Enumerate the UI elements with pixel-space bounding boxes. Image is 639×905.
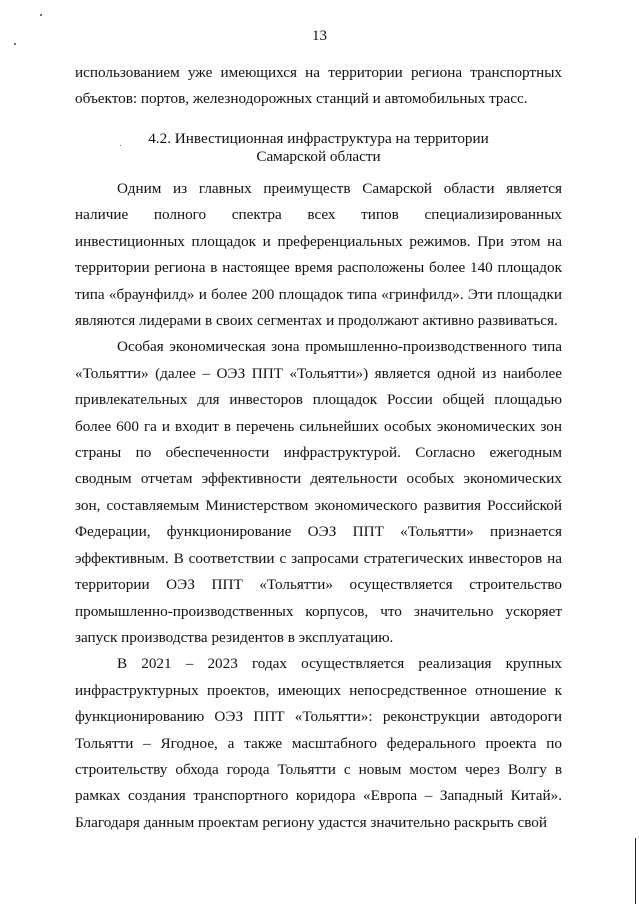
paragraph: В 2021 – 2023 годах осуществляется реализация крупных инфраструктурных проектов, имеющих непосредственное отношение к функционированию ОЭЗ ППТ «Тольятти»: реконструкции автодороги Тольятти – Ягодное, а также масштабного федерального проекта по строительству обхода города Тольятти с новым мостом через Волгу в рамках создания транспортного коридора «Европа – Западный Китай». Благодаря данным проектам региону удастся значительно раскрыть свой (75, 655, 562, 831)
scan-speck (40, 14, 42, 16)
paragraph: Одним из главных преимуществ Самарской области является наличие полного спектра всех типов специализированных инвестиционных площадок и преференциальных режимов. При этом на территории региона в настоящее время расположены более 140 площадок типа «браунфилд» и более 200 площадок типа «гринфилд». Эти площадки являются лидерами в своих сегментах и продолжают активно развиваться. (75, 180, 562, 330)
intro-paragraph: использованием уже имеющихся на территории региона транспортных объектов: портов, железнодорожных станций и автомобильных трасс. (75, 64, 562, 108)
scan-edge-line (635, 838, 636, 904)
paragraph: Особая экономическая зона промышленно-производственного типа «Тольятти» (далее – ОЭЗ ППТ «Тольятти») является одной из наиболее привлекательных для инвесторов площадок России общей площадью более 600 га и входит в перечень сильнейших особых экономических зон страны по обеспеченности инфраструктурой. Согласно ежегодным сводным отчетам эффективности деятельности особых экономических зон, составляемым Министерством экономического развития Российской Федерации, функционирование ОЭЗ ППТ «Тольятти» признается эффективным. В соответствии с запросами стратегических инвесторов на территории ОЭЗ ППТ «Тольятти» осуществляется строительство промышленно-производственных корпусов, что значительно ускоряет запуск производства резидентов в эксплуатацию. (75, 338, 562, 646)
page-number: 13 (312, 28, 327, 44)
section-body (75, 176, 562, 836)
section-heading (75, 130, 562, 166)
section-heading-line-1: 4.2. Инвестиционная инфраструктура на территории (148, 130, 489, 147)
section-heading-line-2: Самарской области (256, 148, 381, 165)
